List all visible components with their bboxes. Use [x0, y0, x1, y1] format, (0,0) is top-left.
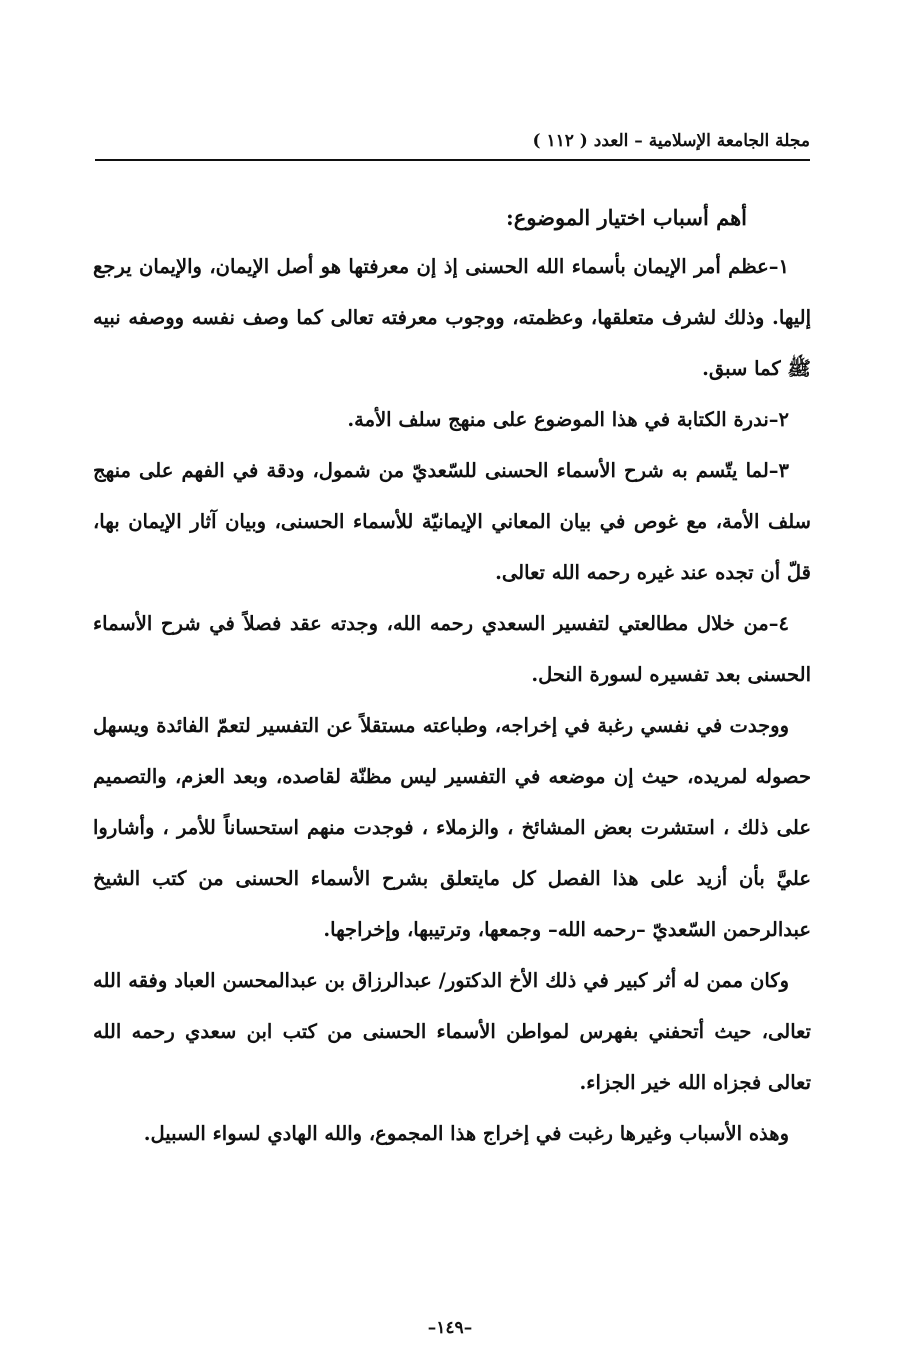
journal-title: مجلة الجامعة الإسلامية – العدد ( ١١٢ ) — [532, 131, 810, 151]
reason-1-paragraph: ١–عظم أمر الإيمان بأسماء الله الحسنى إذ إن معرفتها هو أصل الإيمان، والإيمان يرجع إليها. وذلك لشرف متعلقها، وعظمته، ووجوب معرفته تعالى كما وصف نفسه ووصفه نبيه ﷺ كما سبق. — [93, 255, 811, 380]
reason-4-paragraph: ٤–من خلال مطالعتي لتفسير السعدي رحمه الله، وجدته عقد فصلاً في شرح الأسماء الحسنى بعد تفسيره لسورة النحل. — [93, 612, 811, 686]
running-header — [95, 131, 810, 157]
article-body — [93, 195, 811, 1159]
header-divider — [95, 159, 810, 161]
body-paragraph: ووجدت في نفسي رغبة في إخراجه، وطباعته مستقلاً عن التفسير لتعمّ الفائدة ويسهل حصوله لمريده، حيث إن موضعه في التفسير ليس مظنّة لقاصده، وبعد العزم، والتصميم على ذلك ، استشرت بعض المشائخ ، والزملاء ، فوجدت منهم استحساناً للأمر ، وأشاروا عليَّ بأن أزيد على هذا الفصل كل مايتعلق بشرح الأسماء الحسنى من كتب الشيخ عبدالرحمن السّعديّ –رحمه الله– وجمعها، وترتيبها، وإخراجها. — [93, 714, 811, 941]
reason-2-paragraph: ٢–ندرة الكتابة في هذا الموضوع على منهج سلف الأمة. — [347, 408, 789, 431]
body-paragraph: وهذه الأسباب وغيرها رغبت في إخراج هذا المجموع، والله الهادي لسواء السبيل. — [143, 1122, 789, 1145]
section-heading: أهم أسباب اختيار الموضوع: — [506, 205, 747, 230]
page-number: –١٤٩– — [427, 1318, 473, 1338]
body-paragraph: وكان ممن له أثر كبير في ذلك الأخ الدكتور/ عبدالرزاق بن عبدالمحسن العباد وفقه الله تعالى، حيث أتحفني بفهرس لمواطن الأسماء الحسنى من كتب ابن سعدي رحمه الله تعالى فجزاه الله خير الجزاء. — [93, 969, 811, 1094]
reason-3-paragraph: ٣–لما يتّسم به شرح الأسماء الحسنى للسّعديّ من شمول، ودقة في الفهم على منهج سلف الأمة، مع غوص في بيان المعاني الإيمانيّة للأسماء الحسنى، وبيان آثار الإيمان بها، قلّ أن تجده عند غيره رحمه الله تعالى. — [93, 459, 811, 584]
